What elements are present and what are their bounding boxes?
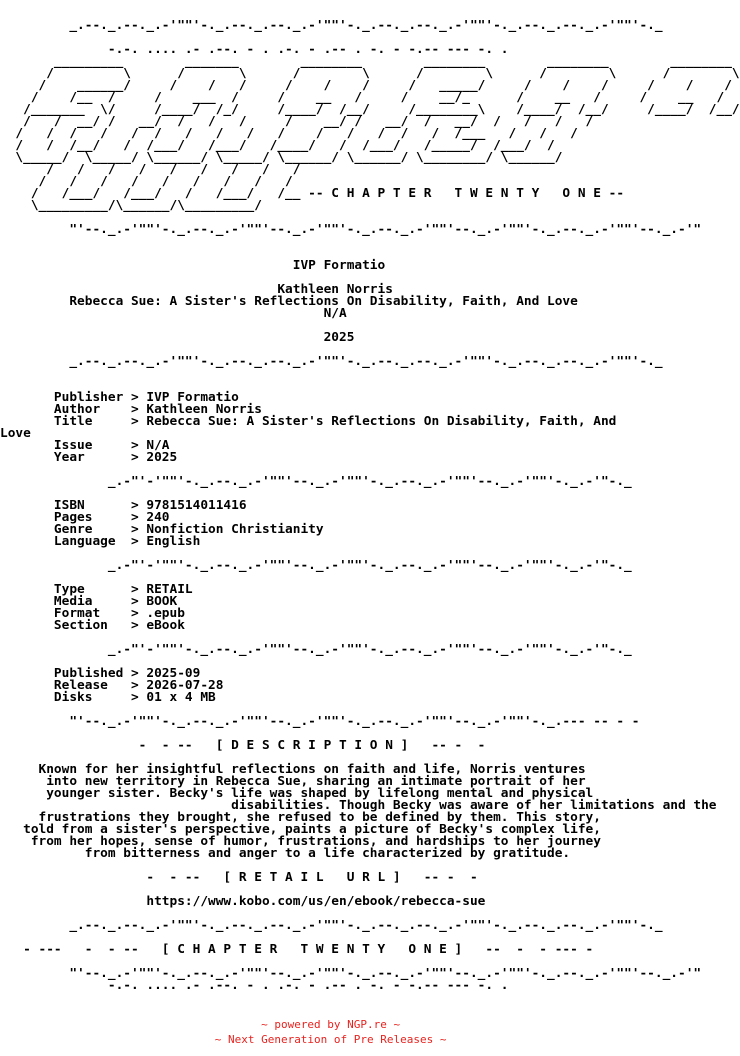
nfo-line: Disks > 01 x 4 MB [0, 690, 216, 705]
nfo-line: -.-. .... .- .--. - . .-. - .-- . -. - -.-- --- -. . [0, 42, 509, 57]
nfo-line: - - -- [ D E S C R I P T I O N ] -- - - [0, 738, 486, 753]
nfo-line: Type > RETAIL [0, 582, 193, 597]
nfo-line: / /___/ /___/ / /___/ /__ -- C H A P T E R T W E N T Y O N E -- [0, 186, 625, 201]
nfo-text [0, 18, 740, 993]
nfo-line: Year > 2025 [0, 450, 178, 465]
nfo-line: / / / / / / / / / [0, 174, 293, 189]
nfo-line: https://www.kobo.com/us/en/ebook/rebecca-sue [0, 894, 486, 909]
nfo-line: into new territory in Rebecca Sue, sharing an intimate portrait of her [0, 774, 586, 789]
nfo-line: _.--._.--._.-'""'-._.--._.--._.-'""'-._.--._.--._.-'""'-._.--._.--._.-'""'-._ [0, 918, 663, 933]
nfo-line: Genre > Nonfiction Christianity [0, 522, 324, 537]
nfo-line: Media > BOOK [0, 594, 178, 609]
nfo-line: / / / / / / / / / [0, 162, 301, 177]
nfo-line: Rebecca Sue: A Sister's Reflections On Disability, Faith, And Love [0, 294, 578, 309]
nfo-line: _.-"'-'""'-._.--._.-'""'--._.-'""'-._.--._.-'""'--._.-'""'-._.-'"-._ [0, 474, 632, 489]
nfo-line: _.--._.--._.-'""'-._.--._.--._.-'""'-._.--._.--._.-'""'-._.--._.--._.-'""'-._ [0, 354, 663, 369]
nfo-line: - --- - - -- [ C H A P T E R T W E N T Y O N E ] -- - - --- - [0, 942, 594, 957]
nfo-line: / / __/ / __/ / / / / __/ / __/ / __/ / / / / [0, 114, 594, 129]
nfo-line: Release > 2026-07-28 [0, 678, 224, 693]
nfo-line: / ______/ / / / / / / / _____/ / / / / / / [0, 78, 732, 93]
footer-tagline [0, 1019, 648, 1047]
nfo-line: from her hopes, sense of humor, frustrations, and hardships to her journey [0, 834, 601, 849]
nfo-line: _.--._.--._.-'""'-._.--._.--._.-'""'-._.--._.--._.-'""'-._.--._.--._.-'""'-._ [0, 18, 663, 33]
nfo-line: Section > eBook [0, 618, 185, 633]
nfo-line: / / /__/ / /___/ /___/ /____/ / /___/ /_____/ /___/ / [0, 138, 555, 153]
tagline-link[interactable]: ~ Next Generation of Pre Releases ~ [214, 1033, 447, 1046]
nfo-line: Love [0, 426, 31, 441]
nfo-line: from bitterness and anger to a life characterized by gratitude. [0, 846, 571, 861]
nfo-line: "'--._.-'""'-._.--._.-'""'--._.-'""'-._.--._.-'""'--._.-'""'-._.--._.-'""'--._.-'" [0, 966, 702, 981]
nfo-line: younger sister. Becky's life was shaped by lifelong mental and physical [0, 786, 594, 801]
nfo-line: _.-"'-'""'-._.--._.-'""'--._.-'""'-._.--._.-'""'--._.-'""'-._.-'"-._ [0, 642, 632, 657]
nfo-line: frustrations they brought, she refused to be defined by them. This story, [0, 810, 601, 825]
nfo-line: Format > .epub [0, 606, 185, 621]
nfo-line: "'--._.-'""'-._.--._.-'""'--._.-'""'-._.--._.-'""'--._.-'""'-._.--._.-'""'--._.-'" [0, 222, 702, 237]
nfo-line: ISBN > 9781514011416 [0, 498, 247, 513]
nfo-line: "'--._.-'""'-._.--._.-'""'--._.-'""'-._.--._.-'""'--._.-'""'-._.--- -- - - [0, 714, 640, 729]
nfo-line: Author > Kathleen Norris [0, 402, 262, 417]
nfo-line: 2025 [0, 330, 355, 345]
nfo-line: \_________/\______/\_________/ [0, 198, 262, 213]
nfo-line: Published > 2025-09 [0, 666, 201, 681]
nfo-line: -.-. .... .- .--. - . .-. - .-- . -. - -.-- --- -. . [0, 978, 509, 993]
nfo-line: / / / / / / / / / / / / / / / /___ / / / [0, 126, 578, 141]
nfo-line: IVP Formatio [0, 258, 386, 273]
nfo-line: N/A [0, 306, 347, 321]
nfo-line: _.-"'-'""'-._.--._.-'""'--._.-'""'-._.--._.-'""'--._.-'""'-._.-'"-._ [0, 558, 632, 573]
nfo-line: Pages > 240 [0, 510, 170, 525]
nfo-line: /_______ \/ /____/ /_/ /____/ /__/ /________\ /____/ /__/ /____/ /__/ [0, 102, 740, 117]
nfo-line: _________ _______ ________ ________ ________ ________ [0, 54, 732, 69]
nfo-line: - - -- [ R E T A I L U R L ] -- - - [0, 870, 478, 885]
nfo-line: Issue > N/A [0, 438, 170, 453]
nfo-line: \_____/ \_____/ \______/ \_____/ \______/ \______/ \________/ \______/ [0, 150, 563, 165]
nfo-line: Kathleen Norris [0, 282, 393, 297]
nfo-line: Title > Rebecca Sue: A Sister's Reflections On Disability, Faith, And [0, 414, 617, 429]
nfo-line: Language > English [0, 534, 201, 549]
powered-by-link[interactable]: ~ powered by NGP.re ~ [261, 1018, 401, 1031]
nfo-line: Publisher > IVP Formatio [0, 390, 239, 405]
nfo-line: told from a sister's perspective, paints a picture of Becky's complex life, [0, 822, 601, 837]
nfo-line: Known for her insightful reflections on faith and life, Norris ventures [0, 762, 586, 777]
nfo-line: / /__ / / ___ / / __ / / __/_ / __ / / __ / [0, 90, 725, 105]
nfo-line: / \ / \ / \ / \ / \ / \ [0, 66, 740, 81]
nfo-line: disabilities. Though Becky was aware of her limitations and the [0, 798, 717, 813]
